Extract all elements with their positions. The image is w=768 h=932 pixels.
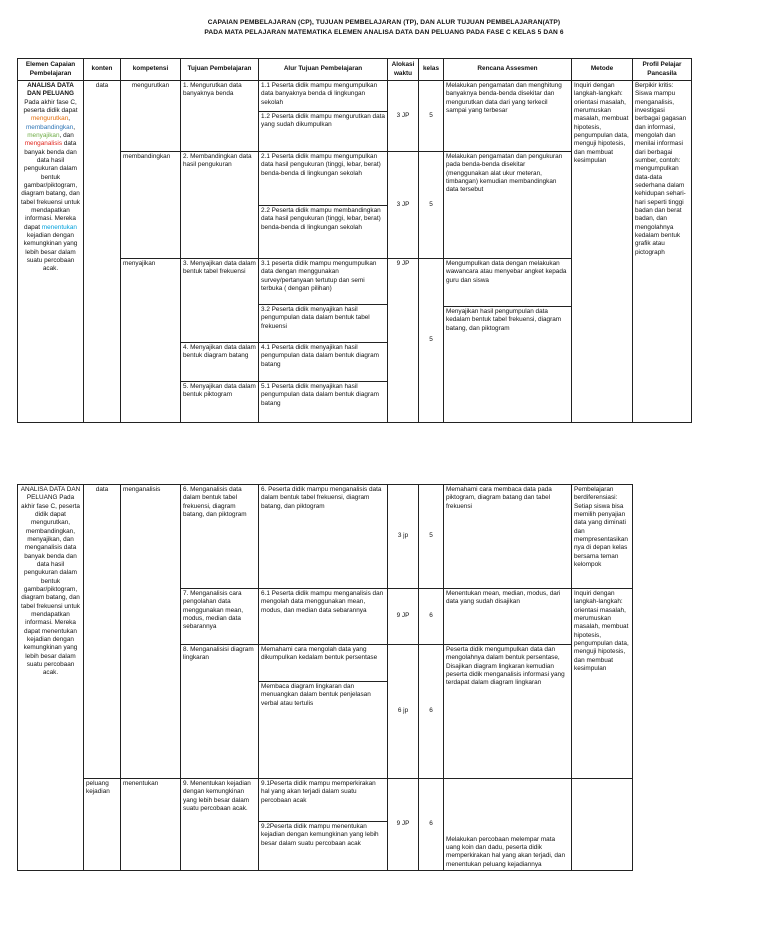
alokasi-cell: 6 jp	[388, 645, 419, 779]
kompetensi-cell: menentukan	[121, 779, 181, 871]
alur-cell	[259, 81, 388, 152]
rencana-cell	[444, 259, 572, 423]
document-title-line-2: PADA MATA PELAJARAN MATEMATIKA ELEMEN ANALISA DATA DAN PELUANG PADA FASE C KELAS 5 DAN 6	[204, 29, 564, 36]
kelas-cell: 6	[419, 645, 444, 779]
rencana-item: Menyajikan hasil pengumpulan data kedalam bentuk tabel frekuensi, diagram batang, dan piktogram	[444, 306, 571, 334]
metode-cell: Inquiri dengan langkah-langkah: orientasi masalah, merumuskan masalah, membuat hipotesis, pengumpulan data, menguji hipotesis, dan membuat kesimpulan	[572, 81, 633, 423]
keyword-mengurutkan: mengurutkan	[30, 115, 69, 123]
tujuan-cell: 4. Menyajikan data dalam bentuk diagram batang	[181, 343, 259, 382]
konten-cell: data	[84, 485, 121, 779]
alur-item: 2.1 Peserta didik mampu mengumpulkan data hasil pengukuran (tinggi, lebar, berat) benda-benda di lingkungan sekolah	[261, 153, 381, 177]
elemen-text: , dan	[59, 131, 74, 139]
alokasi-cell: 3 JP	[388, 152, 419, 259]
alur-cell	[259, 779, 388, 871]
keyword-menyajikan: menyajikan	[27, 131, 60, 139]
kelas-cell: 5	[419, 485, 444, 589]
tujuan-cell: 8. Menganalisisi diagram lingkaran	[181, 645, 259, 779]
elemen-cell: ANALISA DATA DAN PELUANG Pada akhir fase C, peserta didik dapat mengurutkan, membandingkan, menyajikan, dan menganalisis data banyak benda dan data hasil pengukuran dalam bentuk gambar/piktogram, diagram batang, dan tabel frekuensi untuk mendapatkan informasi. Mereka dapat menentukan kejadian dengan kemungkinan yang lebih besar dalam suatu percobaan acak.	[18, 485, 84, 871]
elemen-cell	[18, 81, 84, 423]
alur-cell	[259, 152, 388, 259]
metode-cell-empty	[572, 779, 633, 871]
metode-cell: Pembelajaran berdiferensiasi: Setiap siswa bisa memilih penyajian data yang diminati dan mempresentasikannya di depan kelas bersama teman kelompok	[572, 485, 633, 589]
col-header-kelas: kelas	[419, 59, 444, 81]
elemen-text: kejadian dengan kemungkinan yang lebih besar dalam suatu percobaan acak.	[23, 231, 78, 273]
table-row	[18, 779, 692, 871]
alur-item: Membaca diagram lingkaran dan menuangkan dalam bentuk penjelasan verbal atau tertulis	[259, 681, 387, 709]
atp-table-1	[17, 58, 692, 423]
table-header-row	[18, 59, 692, 81]
alur-cell: 5.1 Peserta didik menyajikan hasil pengumpulan data dalam bentuk diagram batang	[259, 382, 388, 423]
elemen-text: Pada akhir fase C, peserta didik dapat	[23, 98, 78, 114]
table-row	[18, 81, 692, 152]
alokasi-cell: 9 JP	[388, 259, 419, 423]
col-header-alokasi: Alokasi waktu	[388, 59, 419, 81]
kelas-cell: 5	[419, 152, 444, 259]
alokasi-cell: 3 jp	[388, 485, 419, 589]
rencana-cell: Peserta didik mengumpulkan data dan mengolahnya dalam bentuk persentase, Disajikan diagram lingkaran kemudian peserta didik menganalisis informasi yang terdapat dalam diagram lingkaran	[444, 645, 572, 779]
kelas-cell: 6	[419, 589, 444, 645]
rencana-cell: Melakukan pengamatan dan menghitung banyaknya benda-benda disekitar dan mengurutkan data dari yang terkecil sampai yang terbesar	[444, 81, 572, 152]
tujuan-cell: 6. Menganalisis data dalam bentuk tabel frekuensi, diagram batang, dan piktogram	[181, 485, 259, 589]
tujuan-cell: 1. Mengurutkan data banyaknya benda	[181, 81, 259, 152]
alur-item: Memahami cara mengolah data yang dikumpulkan kedalam bentuk persentase	[261, 646, 378, 662]
tujuan-cell: 7. Menganalisis cara pengolahan data menggunakan mean, modus, median data sebarannya	[181, 589, 259, 645]
col-header-profil: Profil Pelajar Pancasila	[633, 59, 692, 81]
alur-item: 9.2Peserta didik mampu menentukan kejadian dengan kemungkinan yang lebih besar dalam suatu percobaan acak	[259, 821, 387, 849]
kompetensi-cell: mengurutkan	[121, 81, 181, 152]
elemen-text: ,	[68, 115, 71, 123]
kompetensi-cell: menyajikan	[121, 259, 181, 423]
col-header-konten: konten	[84, 59, 121, 81]
rencana-cell: Melakukan pengamatan dan pengukuran pada benda-benda disekitar (menggunakan alat ukur meteran, timbangan) kemudian membandingkan data tersebut	[444, 152, 572, 259]
col-header-metode: Metode	[572, 59, 633, 81]
profil-cell: Berpikir kritis: Siswa mampu menganalisis, investigasi berbagai gagasan dan informasi, mengolah dan menilai informasi dari berbagai sumber, contoh: mengumpulkan data-data sederhana dalam kehidupan sehari-hari seperti tinggi badan dan berat badan, dan mengolahnya kedalam bentuk grafik atau pictograph	[633, 81, 692, 423]
kelas-cell: 6	[419, 779, 444, 871]
alokasi-cell: 3 JP	[388, 81, 419, 152]
tujuan-cell: 3. Menyajikan data dalam bentuk tabel frekuensi	[181, 259, 259, 343]
rencana-item: Mengumpulkan data dengan melakukan wawancara atau menyebar angket kepada guru dan siswa	[446, 260, 567, 284]
document-title-line-1: CAPAIAN PEMBELAJARAN (CP), TUJUAN PEMBELAJARAN (TP), DAN ALUR TUJUAN PEMBELAJARAN(ATP)	[207, 19, 561, 26]
metode-cell: Inquiri dengan langkah-langkah: orientasi masalah, merumuskan masalah, membuat hipotesis, pengumpulan data, menguji hipotesis, dan membuat kesimpulan	[572, 589, 633, 779]
kompetensi-cell: menganalisis	[121, 485, 181, 779]
konten-cell: peluang kejadian	[84, 779, 121, 871]
alokasi-cell: 9 JP	[388, 589, 419, 645]
alur-cell: 6. Peserta didik mampu menganalisis data dalam bentuk tabel frekuensi, diagram batang, dan piktogram	[259, 485, 388, 589]
col-header-alur: Alur Tujuan Pembelajaran	[259, 59, 388, 81]
elemen-text: data banyak benda dan data hasil pengukuran dalam bentuk gambar/piktogram, diagram batang, dan tabel frekuensi untuk mendapatkan informasi. Mereka dapat	[21, 140, 80, 231]
kelas-cell: 5	[419, 81, 444, 152]
alur-item: 1.2 Peserta didik mampu mengurutkan data yang sudah dikumpulkan	[259, 111, 387, 131]
rencana-cell: Menentukan mean, median, modus, dari data yang sudah disajikan	[444, 589, 572, 645]
alur-item: 3.2 Peserta didik menyajikan hasil pengumpulan data dalam bentuk tabel frekuensi	[259, 304, 387, 332]
alur-item: 2.2 Peserta didik mampu membandingkan data hasil pengukuran (tinggi, lebar, berat) benda-benda di lingkungan sekolah	[259, 205, 387, 233]
tujuan-cell: 2. Membandingkan data hasil pengukuran	[181, 152, 259, 259]
konten-cell: data	[84, 81, 121, 423]
alur-cell	[259, 259, 388, 343]
table-row	[18, 485, 692, 589]
profil-cell-empty	[633, 485, 692, 871]
alur-item: 9.1Peserta didik mampu memperkirakan hal yang akan terjadi dalam suatu percobaan acak	[261, 780, 376, 804]
atp-table-2	[17, 484, 692, 871]
alokasi-cell: 9 JP	[388, 779, 419, 871]
keyword-menganalisis: menganalisis	[24, 140, 63, 148]
kelas-cell: 5	[419, 259, 444, 423]
alur-item: 1.1 Peserta didik mampu mengumpulkan data banyaknya benda di lingkungan sekolah	[261, 82, 378, 106]
elemen-title: ANALISA DATA DAN PELUANG	[27, 82, 74, 98]
rencana-cell: Memahami cara membaca data pada piktogram, diagram batang dan tabel frekuensi	[444, 485, 572, 589]
alur-item: 3.1 peserta didik mampu mengumpulkan data dengan menggunakan survey/pertanyaan tertutup dan semi terbuka ( dengan pilihan)	[261, 260, 377, 292]
elemen-text: ,	[73, 123, 76, 131]
alur-cell	[259, 645, 388, 779]
rencana-cell: Melakukan percobaan melempar mata uang koin dan dadu, peserta didik memperkirakan hal yang akan terjadi, dan menentukan peluang kejadiannya	[444, 779, 572, 871]
col-header-elemen: Elemen Capaian Pembelajaran	[18, 59, 84, 81]
kompetensi-cell: membandingkan	[121, 152, 181, 259]
col-header-tujuan: Tujuan Pembelajaran	[181, 59, 259, 81]
col-header-kompetensi: kompetensi	[121, 59, 181, 81]
keyword-menentukan: menentukan	[41, 223, 77, 231]
alur-cell: 4.1 Peserta didik menyajikan hasil pengumpulan data dalam bentuk diagram batang	[259, 343, 388, 382]
col-header-rencana: Rencana Assesmen	[444, 59, 572, 81]
alur-cell: 6.1 Peserta didik mampu menganalisis dan mengolah data menggunakan mean, modus, dan median data sebarannya	[259, 589, 388, 645]
keyword-membandingkan: membandingkan	[25, 123, 74, 131]
tujuan-cell: 9. Menentukan kejadian dengan kemungkinan yang lebih besar dalam suatu percobaan acak.	[181, 779, 259, 871]
tujuan-cell: 5. Menyajikan data dalam bentuk piktogram	[181, 382, 259, 423]
